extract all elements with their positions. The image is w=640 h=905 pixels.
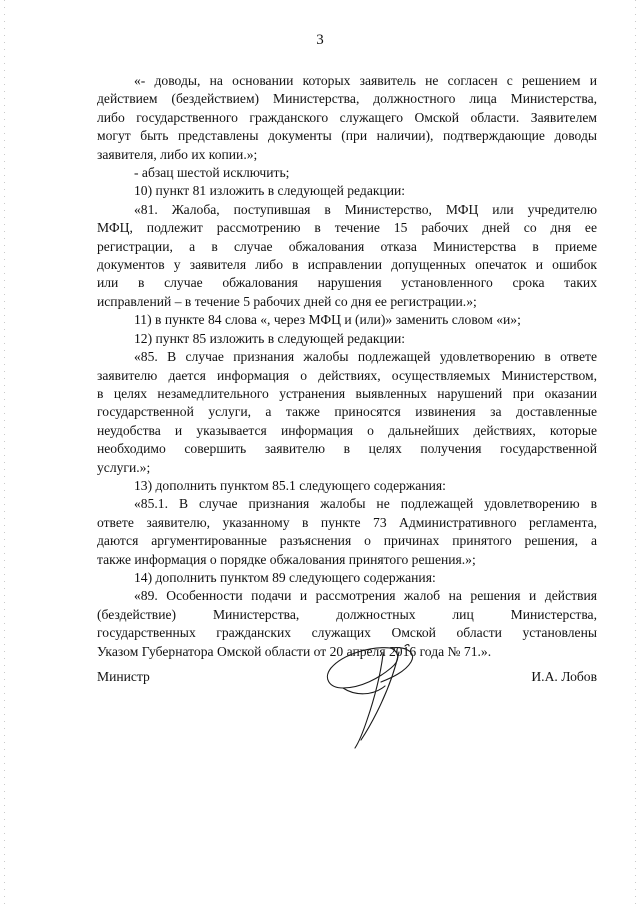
signer-title: Министр (97, 669, 150, 684)
right-margin-marks (635, 0, 636, 905)
text-line: регистрации, а в случае обжалования отказа Министерства в приеме (97, 238, 597, 254)
left-margin-marks (4, 0, 5, 905)
text-line: неудобства и указывается информация о дальнейших действиях, которые (97, 422, 597, 438)
document-body (97, 72, 597, 661)
text-line: также информация о порядке обжалования принятого решения.»; (97, 551, 476, 567)
text-line: - абзац шестой исключить; (134, 165, 290, 181)
text-line: Указом Губернатора Омской области от 20 апреля 2016 года № 71.». (97, 643, 492, 659)
text-line: государственных гражданских служащих Омской области установлены (97, 625, 597, 641)
text-line: МФЦ, подлежит рассмотрению в течение 15 рабочих дней со дня ее (97, 220, 597, 236)
text-line: в целях незамедлительного устранения выявленных нарушений при оказании (97, 385, 597, 401)
handwritten-signature (321, 642, 426, 750)
text-line: либо государственного гражданского служащего Омской области. Заявителем (97, 109, 597, 125)
text-line: могут быть представлены документы (при наличии), подтверждающие доводы (97, 128, 597, 144)
text-line: заявителя, либо их копии.»; (97, 146, 258, 162)
text-line: 14) дополнить пунктом 89 следующего содержания: (134, 569, 436, 585)
text-line: 13) дополнить пунктом 85.1 следующего содержания: (134, 477, 446, 493)
text-line: услуги.»; (97, 459, 151, 475)
text-line: «89. Особенности подачи и рассмотрения жалоб на решения и действия (134, 588, 597, 604)
text-line: документов у заявителя либо в исправлении допущенных опечаток и ошибок (97, 257, 597, 273)
text-line: «85.1. В случае признания жалобы не подлежащей удовлетворению в (134, 496, 597, 512)
text-line: даются аргументированные разъяснения о причинах принятого решения, а (97, 533, 597, 549)
text-line: 12) пункт 85 изложить в следующей редакции: (134, 330, 406, 346)
text-line: «81. Жалоба, поступившая в Министерство, МФЦ или учредителю (134, 201, 597, 217)
signature-block (97, 660, 597, 760)
text-line: или в случае обжалования нарушения установленного срока таких (97, 275, 597, 291)
text-line: «85. В случае признания жалобы подлежащей удовлетворению в ответе (134, 349, 597, 365)
text-line: 11) в пункте 84 слова «, через МФЦ и (или)» заменить словом «и»; (134, 312, 521, 328)
page-number: 3 (316, 32, 324, 48)
text-line: ответе заявителю, указанному в пункте 73 Административного регламента, (97, 514, 597, 530)
text-line: (бездействие) Министерства, должностных лиц Министерства, (97, 606, 597, 622)
text-line: необходимо совершить заявителю в целях получения государственной (97, 441, 597, 457)
text-line: исправлений – в течение 5 рабочих дней со дня ее регистрации.»; (97, 293, 477, 309)
text-line: 10) пункт 81 изложить в следующей редакции: (134, 183, 406, 199)
text-line: заявителю дается информация о действиях, осуществляемых Министерством, (97, 367, 597, 383)
text-line: государственной услуги, а также приносятся извинения за доставленные (97, 404, 597, 420)
signer-name: И.А. Лобов (531, 669, 597, 684)
text-line: действием (бездействием) Министерства, должностного лица Министерства, (97, 91, 597, 107)
text-line: «- доводы, на основании которых заявитель не согласен с решением и (134, 73, 597, 88)
